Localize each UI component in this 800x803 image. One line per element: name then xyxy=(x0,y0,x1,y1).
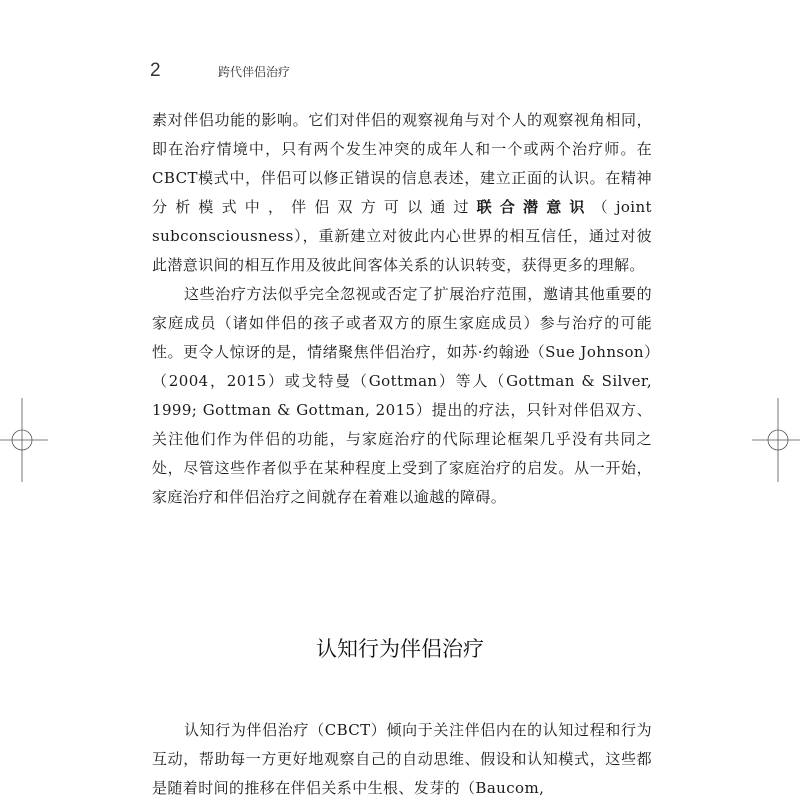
paragraph-text: 素对伴侣功能的影响。它们对伴侣的观察视角与对个人的观察视角相同，即在治疗情境中，只有两个发生冲突的成年人和一个或两个治疗师。在CBCT模式中，伴侣可以修正错误的信息表述，建立正面的认识。在精神分析模式中，伴侣双方可以通过 xyxy=(152,111,652,216)
paragraph: 这些治疗方法似乎完全忽视或否定了扩展治疗范围，邀请其他重要的家庭成员（诸如伴侣的孩子或者双方的原生家庭成员）参与治疗的可能性。更令人惊讶的是，情绪聚焦伴侣治疗，如苏·约翰逊（Sue Johnson）（2004，2015）或戈特曼（Gottman）等人（Gottman & Silver, 1999; Gottman & Gottman, 2015）提出的疗法，只针对伴侣双方、关注他们作为伴侣的功能，与家庭治疗的代际理论框架几乎没有共同之处，尽管这些作者似乎在某种程度上受到了家庭治疗的启发。从一开始，家庭治疗和伴侣治疗之间就存在着难以逾越的障碍。 xyxy=(152,285,652,506)
paragraph-continued xyxy=(152,106,652,280)
body-section-1 xyxy=(152,106,652,512)
paragraph: 认知行为伴侣治疗（CBCT）倾向于关注伴侣内在的认知过程和行为互动，帮助每一方更好地观察自己的自动思维、假设和认知模式，这些都是随着时间的推移在伴侣关系中生根、发芽的（Baucom, xyxy=(152,721,652,797)
key-term: 联合潜意识 xyxy=(476,198,593,216)
body-section-2 xyxy=(152,716,652,803)
registration-mark-icon xyxy=(0,398,48,482)
running-title: 跨代伴侣治疗 xyxy=(218,65,291,79)
page-number: 2 xyxy=(150,60,161,81)
paragraph-text: （joint subconsciousness），重新建立对彼此内心世界的相互信任，通过对彼此潜意识间的相互作用及彼此间客体关系的认识转变，获得更多的理解。 xyxy=(152,198,652,274)
section-heading: 认知行为伴侣治疗 xyxy=(316,637,484,661)
registration-mark-icon xyxy=(752,398,800,482)
